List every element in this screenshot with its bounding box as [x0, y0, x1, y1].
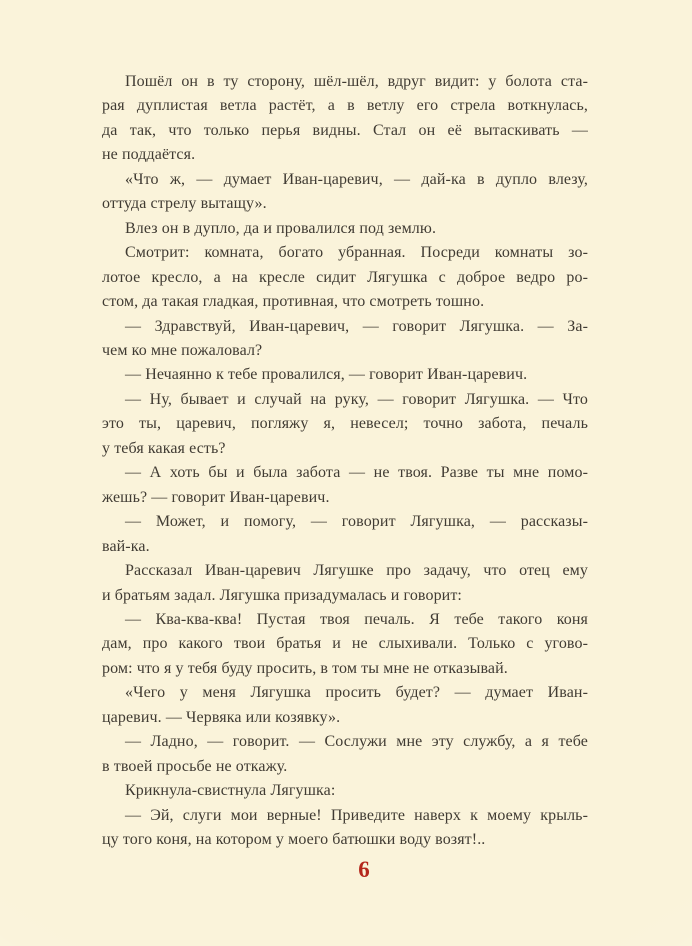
text-line: — А хоть бы и была забота — не твоя. Разве ты мне помо- — [125, 464, 588, 482]
text-line: оттуда стрелу вытащу». — [102, 195, 267, 213]
page-number: 6 — [358, 857, 370, 882]
text-line: — Нечаянно к тебе провалился, — говорит Иван-царевич. — [125, 366, 528, 384]
text-line: «Чего у меня Лягушка просить будет? — думает Иван- — [125, 684, 588, 702]
text-line: цу того коня, на котором у моего батюшки воду возят!.. — [102, 831, 486, 849]
text-line: Рассказал Иван-царевич Лягушке про задачу, что отец ему — [125, 562, 588, 580]
text-line: — Ну, бывает и случай на руку, — говорит Лягушка. — Что — [125, 390, 588, 408]
text-line: дам, про какого твои братья и не слыхивали. Только с угово- — [102, 635, 588, 653]
text-line: — Может, и помогу, — говорит Лягушка, — рассказы- — [125, 513, 588, 531]
text-block — [102, 70, 588, 853]
text-line: рая дуплистая ветла растёт, а в ветлу его стрела воткнулась, — [102, 97, 588, 115]
text-line: да так, что только перья видны. Стал он её вытаскивать — — [102, 121, 588, 139]
text-line: «Что ж, — думает Иван-царевич, — дай-ка в дупло влезу, — [125, 170, 588, 188]
text-line: стом, да такая гладкая, противная, что смотреть тошно. — [102, 293, 485, 311]
text-line: Смотрит: комната, богато убранная. Посреди комнаты зо- — [125, 244, 588, 262]
text-line: Влез он в дупло, да и провалился под землю. — [125, 219, 437, 237]
text-line: — Здравствуй, Иван-царевич, — говорит Лягушка. — За- — [125, 317, 588, 335]
text-line: царевич. — Червяка или козявку». — [102, 708, 341, 726]
text-line: в твоей просьбе не откажу. — [102, 757, 288, 775]
text-line: Крикнула-свистнула Лягушка: — [125, 782, 336, 800]
text-line: не поддаётся. — [102, 146, 196, 164]
text-line: Пошёл он в ту сторону, шёл-шёл, вдруг видит: у болота ста- — [125, 73, 588, 90]
text-line: это ты, царевич, погляжу я, невесел; точно забота, печаль — [102, 415, 588, 433]
text-line: у тебя какая есть? — [102, 439, 226, 457]
text-line: — Эй, слуги мои верные! Приведите наверх к моему крыль- — [125, 806, 588, 824]
text-line: — Ква-ква-ква! Пустая твоя печаль. Я тебе такого коня — [125, 610, 588, 628]
text-line: — Ладно, — говорит. — Сослужи мне эту службу, а я тебе — [125, 733, 588, 751]
text-line: и братьям задал. Лягушка призадумалась и говорит: — [102, 586, 462, 604]
text-line: чем ко мне пожаловал? — [102, 341, 263, 359]
text-line: жешь? — говорит Иван-царевич. — [102, 488, 330, 506]
text-line: вай-ка. — [102, 537, 150, 555]
text-line: ром: что я у тебя буду просить, в том ты мне не отказывай. — [102, 659, 508, 677]
text-line: лотое кресло, а на кресле сидит Лягушка с доброе ведро ро- — [102, 268, 588, 286]
